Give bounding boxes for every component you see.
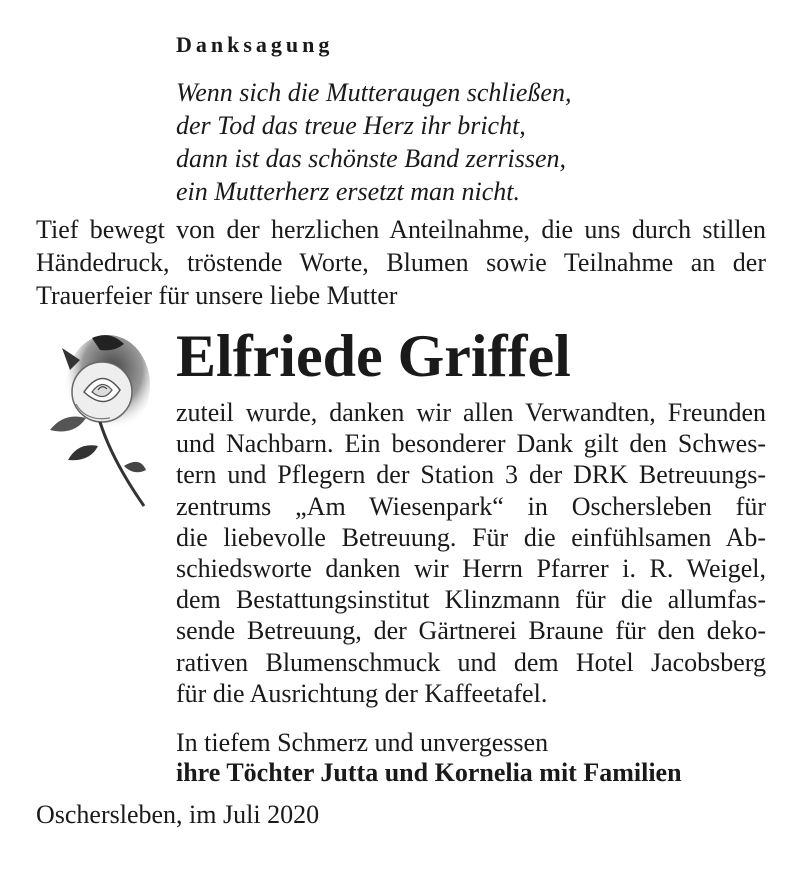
body-line: schiedsworte danken wir Herrn Pfarrer i. R. Weigel, (176, 554, 766, 584)
body-line: rativen Blumenschmuck und dem Hotel Jacobsberg (176, 647, 766, 677)
body-line: dem Bestattungsinstitut Klinzmann für die allumfas- (176, 585, 766, 615)
rose-icon (40, 330, 160, 515)
body-line: tern und Pflegern der Station 3 der DRK Betreuungs- (176, 460, 766, 490)
poem-line: ein Mutterherz ersetzt man nicht. (176, 177, 520, 206)
closing-line: In tiefem Schmerz und unvergessen (176, 728, 549, 757)
poem (176, 76, 571, 208)
body-text (176, 397, 766, 709)
place-date: Oschersleben, im Juli 2020 (36, 800, 320, 829)
deceased-name: Elfriede Griffel (176, 323, 571, 389)
body-line: zentrums „Am Wiesenpark“ in Oschersleben für (176, 491, 766, 521)
notice-title: Danksagung (176, 32, 334, 57)
body-line: die liebevolle Betreuung. Für die einfühlsamen Ab- (176, 522, 766, 552)
body-line: für die Ausrichtung der Kaffeetafel. (176, 678, 548, 708)
closing (176, 728, 682, 788)
body-line: sende Betreuung, der Gärtnerei Braune für den deko- (176, 616, 766, 646)
signers: ihre Töchter Jutta und Kornelia mit Familien (176, 758, 682, 787)
poem-line: Wenn sich die Mutteraugen schließen, (176, 78, 572, 107)
intro-text: Tief bewegt von der herzlichen Anteilnahme, die uns durch stillen Händedruck, tröstende Worte, Blumen sowie Teilnahme an der Trauerfeier für unsere liebe Mutter (36, 215, 766, 310)
poem-line: dann ist das schönste Band zerrissen, (176, 144, 566, 173)
poem-line: der Tod das treue Herz ihr bricht, (176, 111, 526, 140)
body-line: und Nachbarn. Ein besonderer Dank gilt den Schwes- (176, 429, 766, 459)
body-line: zuteil wurde, danken wir allen Verwandten, Freunden (176, 398, 766, 427)
